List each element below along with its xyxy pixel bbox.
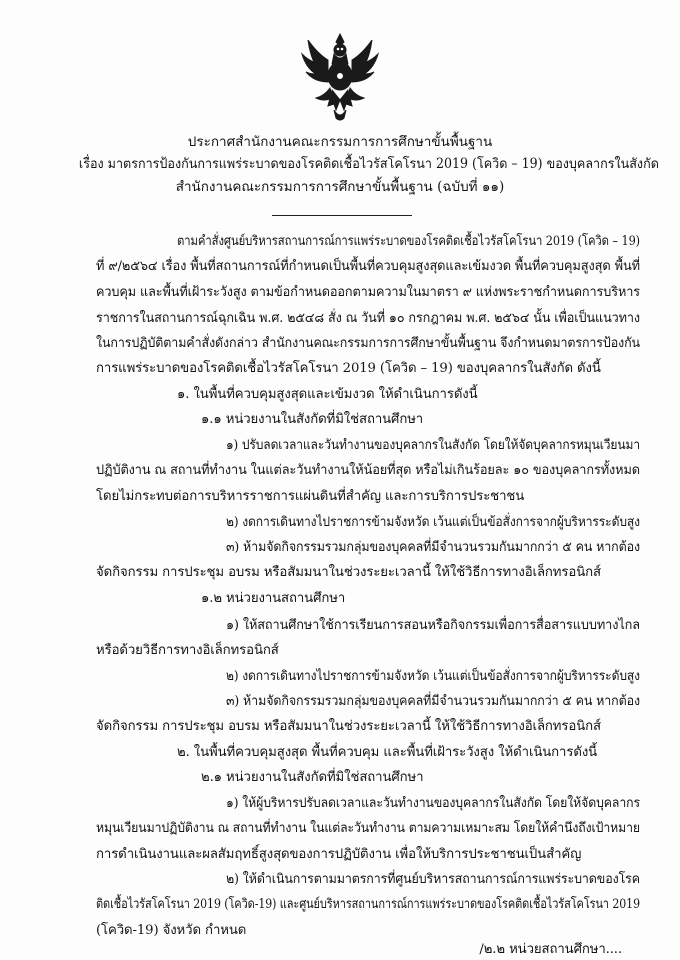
body-line: ที่ ๙/๒๕๖๔ เรื่อง พื้นที่สถานการณ์ที่กำหนดเป็นพื้นที่ควบคุมสูงสุดและเข้มงวด พื้นที่ควบคุมสูงสุด พื้นที่ <box>96 259 640 274</box>
body-line: การดำเนินงานและผลสัมฤทธิ์สูงสุดของการปฏิบัติงาน เพื่อให้บริการประชาชนเป็นสำคัญ <box>96 847 582 862</box>
body-line: ๓) ห้ามจัดกิจกรรมรวมกลุ่มของบุคคลที่มีจำนวนรวมกันมากกว่า ๕ คน หากต้อง <box>226 694 640 709</box>
subsection-heading: ๑.๑ หน่วยงานในสังกัดที่มิใช่สถานศึกษา <box>201 412 424 427</box>
body-line: ราชการในสถานการณ์ฉุกเฉิน พ.ศ. ๒๕๔๘ สั่ง ณ วันที่ ๑๐ กรกฎาคม พ.ศ. ๒๕๖๔ นั้น เพื่อเป็นแนวทาง <box>96 311 640 326</box>
body-line: ๒) งดการเดินทางไปราชการข้ามจังหวัด เว้นแต่เป็นข้อสั่งการจากผู้บริหารระดับสูง <box>226 515 640 530</box>
announcement-issuer: สำนักงานคณะกรรมการการศึกษาขั้นพื้นฐาน (ฉบับที่ ๑๑) <box>175 179 505 195</box>
title-divider <box>272 215 412 216</box>
body-line: ๑) ให้ผู้บริหารปรับลดเวลาและวันทำงานของบุคลากรในสังกัด โดยให้จัดบุคลากร <box>226 796 640 811</box>
body-line: ติดเชื้อไวรัสโคโรนา 2019 (โควิด-19) และศูนย์บริหารสถานการณ์การแพร่ระบาดของโรคติดเชื้อไวรัสโคโรนา 2019 <box>96 897 640 912</box>
body-line: ๒) ให้ดำเนินการตามมาตรการที่ศูนย์บริหารสถานการณ์การแพร่ระบาดของโรค <box>226 872 640 887</box>
announcement-title: ประกาศสำนักงานคณะกรรมการการศึกษาขั้นพื้นฐาน <box>187 134 493 150</box>
body-line: ๑) ให้สถานศึกษาใช้การเรียนการสอนหรือกิจกรรมเพื่อการสื่อสารแบบทางไกล <box>226 618 640 633</box>
body-line: ปฏิบัติงาน ณ สถานที่ทำงาน ในแต่ละวันทำงานให้น้อยที่สุด หรือไม่เกินร้อยละ ๑๐ ของบุคลากรทั้งหมด <box>96 463 640 478</box>
announcement-subject: เรื่อง มาตรการป้องกันการแพร่ระบาดของโรคติดเชื้อไวรัสโคโรนา 2019 (โควิด – 19) ของบุคลากรในสังกัด <box>78 156 659 172</box>
body-line: ตามคำสั่งศูนย์บริหารสถานการณ์การแพร่ระบาดของโรคติดเชื้อไวรัสโคโรนา 2019 (โควิด – 19) <box>177 234 640 249</box>
body-line: หรือด้วยวิธีการทางอิเล็กทรอนิกส์ <box>96 643 279 658</box>
subsection-heading: ๒.๑ หน่วยงานในสังกัดที่มิใช่สถานศึกษา <box>201 770 424 785</box>
section-heading: ๒. ในพื้นที่ควบคุมสูงสุด พื้นที่ควบคุม และพื้นที่เฝ้าระวังสูง ให้ดำเนินการดังนี้ <box>177 745 598 760</box>
garuda-emblem-icon <box>298 30 382 122</box>
body-line: การแพร่ระบาดของโรคติดเชื้อไวรัสโคโรนา 2019 (โควิด – 19) ของบุคลากรในสังกัด ดังนี้ <box>96 361 601 376</box>
section-heading: ๑. ในพื้นที่ควบคุมสูงสุดและเข้มงวด ให้ดำเนินการดังนี้ <box>177 387 478 402</box>
body-line: ๑) ปรับลดเวลาและวันทำงานของบุคลากรในสังกัด โดยให้จัดบุคลากรหมุนเวียนมา <box>226 438 640 453</box>
body-line: (โควิด-19) จังหวัด กำหนด <box>96 923 247 938</box>
subsection-heading: ๑.๒ หน่วยงานสถานศึกษา <box>201 591 346 606</box>
body-line: จัดกิจกรรม การประชุม อบรม หรือสัมมนาในช่วงระยะเวลานี้ ให้ใช้วิธีการทางอิเล็กทรอนิกส์ <box>96 565 601 580</box>
body-line: หมุนเวียนมาปฏิบัติงาน ณ สถานที่ทำงาน ในแต่ละวันทำงาน ตามความเหมาะสม โดยให้คำนึงถึงเป้าหมาย <box>96 821 640 836</box>
body-line: ในการปฏิบัติตามคำสั่งดังกล่าว สำนักงานคณะกรรมการการศึกษาขั้นพื้นฐาน จึงกำหนดมาตรการป้องกัน <box>96 336 640 351</box>
body-line: ๒) งดการเดินทางไปราชการข้ามจังหวัด เว้นแต่เป็นข้อสั่งการจากผู้บริหารระดับสูง <box>226 669 640 684</box>
body-line: ๓) ห้ามจัดกิจกรรมรวมกลุ่มของบุคคลที่มีจำนวนรวมกันมากกว่า ๕ คน หากต้อง <box>226 540 640 555</box>
page-continuation: /๒.๒ หน่วยสถานศึกษา.... <box>479 942 622 957</box>
body-line: ควบคุม และพื้นที่เฝ้าระวังสูง ตามข้อกำหนดออกตามความในมาตรา ๙ แห่งพระราชกำหนดการบริหาร <box>96 285 640 300</box>
body-line: โดยไม่กระทบต่อการบริหารราชการแผ่นดินที่สำคัญ และการบริการประชาชน <box>96 489 525 504</box>
body-line: จัดกิจกรรม การประชุม อบรม หรือสัมมนาในช่วงระยะเวลานี้ ให้ใช้วิธีการทางอิเล็กทรอนิกส์ <box>96 719 601 734</box>
